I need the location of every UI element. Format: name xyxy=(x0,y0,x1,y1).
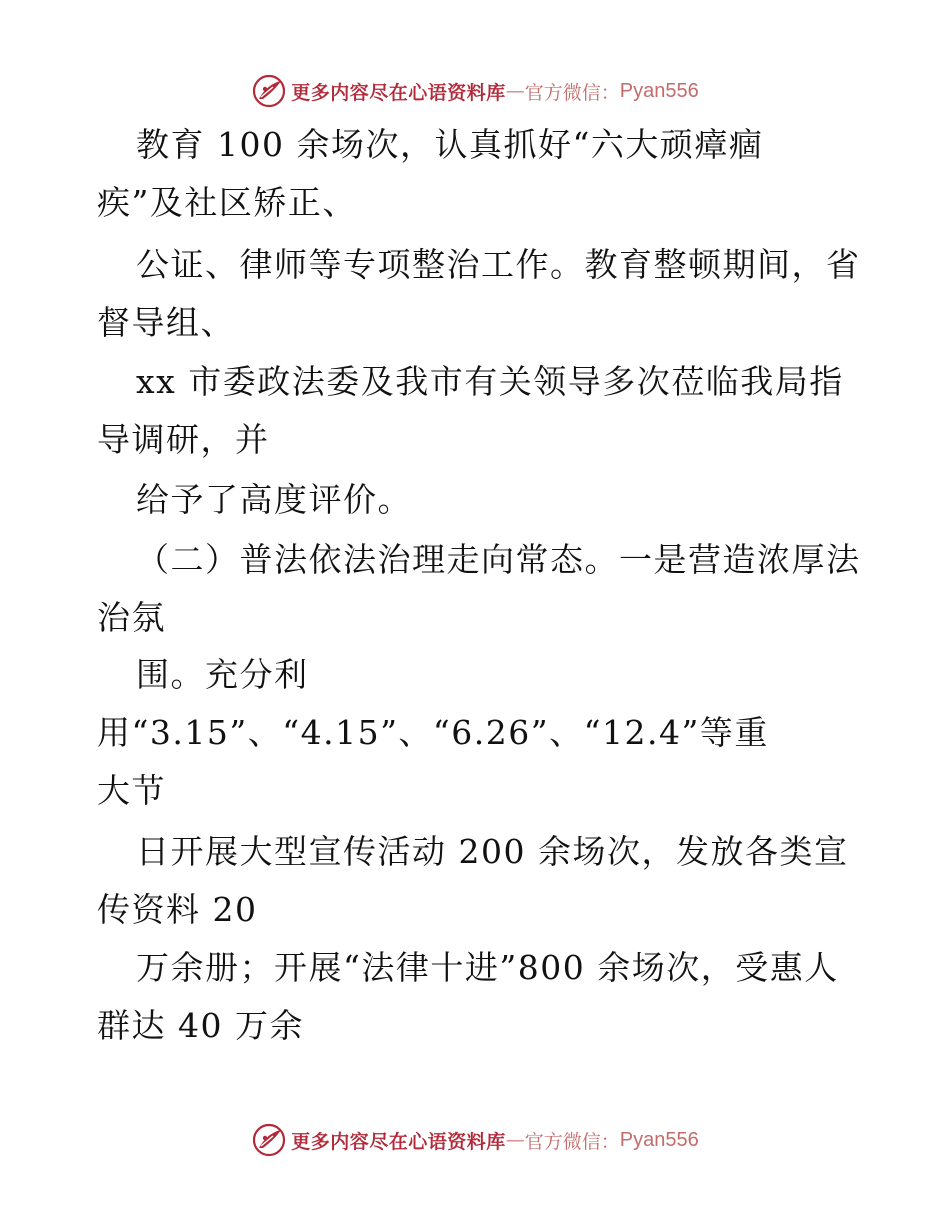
header-official-label: 官方微信： xyxy=(524,81,620,104)
paragraph-line: 导调研，并 xyxy=(97,420,270,459)
pen-logo-icon xyxy=(251,1122,287,1158)
footer-wechat-id: Pyan556 xyxy=(619,1128,699,1151)
paragraph-line: 万余册；开展“法律十进”800 余场次，受惠人 xyxy=(136,948,839,987)
footer-banner xyxy=(0,1120,950,1160)
paragraph-line: 围。充分利 xyxy=(136,655,309,694)
paragraph-line: xx 市委政法委及我市有关领导多次莅临我局指 xyxy=(136,362,844,401)
paragraph-line: 传资料 20 xyxy=(97,890,258,929)
paragraph-line: 群达 40 万余 xyxy=(97,1006,304,1045)
header-dash: — xyxy=(505,80,525,102)
paragraph-line: 公证、律师等专项整治工作。教育整顿期间，省 xyxy=(136,245,861,284)
header-banner xyxy=(0,71,950,111)
paragraph-line: （二）普法依法治理走向常态。一是营造浓厚法 xyxy=(136,540,861,579)
footer-brand-text: 更多内容尽在心语资料库 xyxy=(291,1130,506,1153)
pen-logo-icon xyxy=(251,73,287,109)
paragraph-line: 教育 100 余场次，认真抓好“六大顽瘴痼 xyxy=(136,125,764,164)
header-wechat-id: Pyan556 xyxy=(619,79,699,102)
header-brand-text: 更多内容尽在心语资料库 xyxy=(291,81,506,104)
paragraph-line: 用“3.15”、“4.15”、“6.26”、“12.4”等重 xyxy=(97,713,769,752)
paragraph-line: 日开展大型宣传活动 200 余场次，发放各类宣 xyxy=(136,832,849,871)
footer-dash: — xyxy=(505,1129,525,1151)
footer-official-label: 官方微信： xyxy=(524,1130,620,1153)
paragraph-line: 大节 xyxy=(97,771,166,810)
paragraph-line: 给予了高度评价。 xyxy=(136,480,412,519)
paragraph-line: 督导组、 xyxy=(97,303,235,342)
paragraph-line: 治氛 xyxy=(97,598,166,637)
paragraph-line: 疾”及社区矫正、 xyxy=(97,183,357,222)
